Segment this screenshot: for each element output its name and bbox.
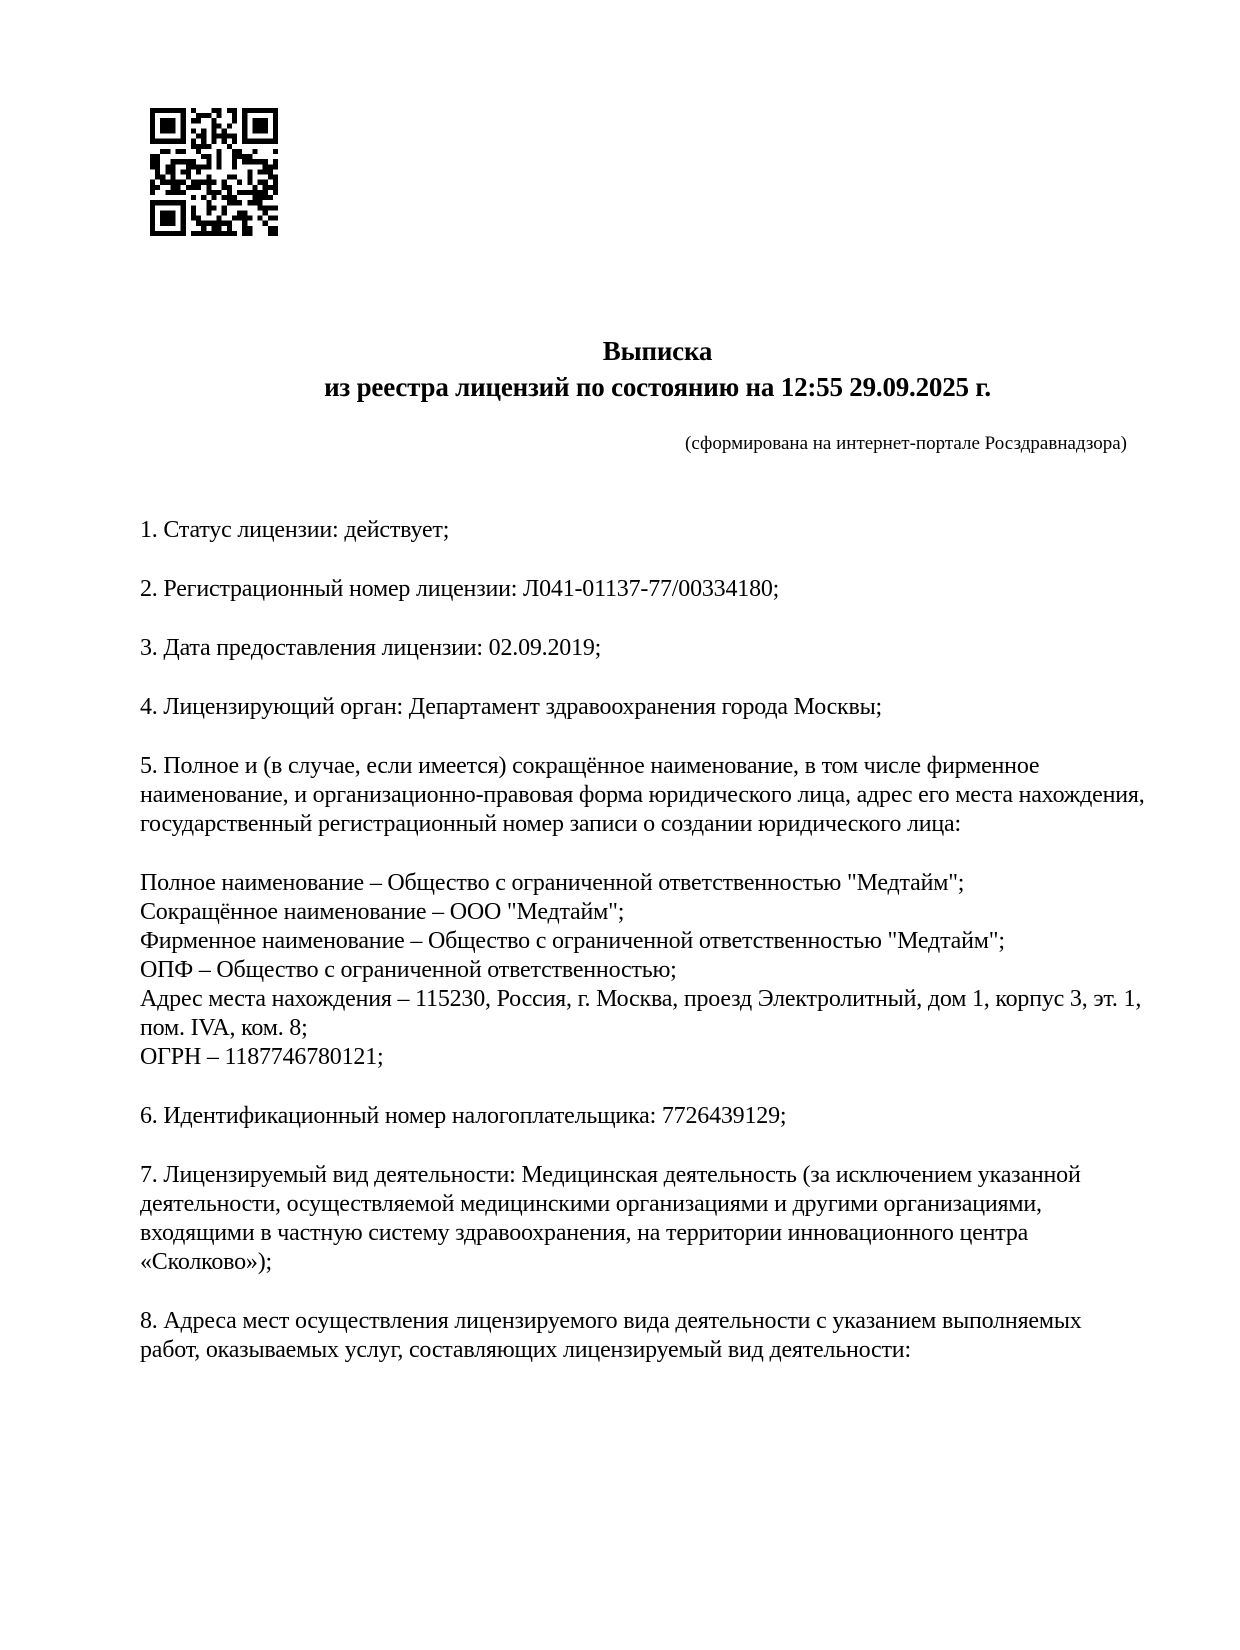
org-legal-form: ОПФ – Общество с ограниченной ответственностью; [140,957,677,983]
qr-code [150,108,278,236]
paragraph-taxpayer-number: 6. Идентификационный номер налогоплательщика: 7726439129; [140,1103,787,1129]
document-subtitle: (сформирована на интернет-портале Росздравнадзора) [685,433,1127,454]
org-full-name: Полное наименование – Общество с ограниченной ответственностью "Медтайм"; [140,870,965,896]
paragraph-license-status: 1. Статус лицензии: действует; [140,517,450,543]
org-brand-name: Фирменное наименование – Общество с ограниченной ответственностью "Медтайм"; [140,928,1005,954]
document-body [140,516,1145,1365]
org-ogrn: ОГРН – 1187746780121; [140,1044,384,1070]
paragraph-license-date: 3. Дата предоставления лицензии: 02.09.2019; [140,635,602,661]
paragraph-activity-addresses-intro: 8. Адреса мест осуществления лицензируемого вида деятельности с указанием выполняемых работ, оказываемых услуг, составляющих лицензируемый вид деятельности: [140,1308,1082,1363]
paragraph-licensed-activity: 7. Лицензируемый вид деятельности: Медицинская деятельность (за исключением указанной деятельности, осуществляемой медицинскими организациями и другими организациями, входящими в частную систему здравоохранения, на территории инновационного центра «Сколково»); [140,1162,1081,1275]
title-line-1: Выписка [602,336,713,366]
org-short-name: Сокращённое наименование – ООО "Медтайм"; [140,899,625,925]
organization-details [140,869,1145,1072]
document-title [140,333,1145,405]
paragraph-registration-number: 2. Регистрационный номер лицензии: Л041-01137-77/00334180; [140,576,780,602]
paragraph-licensing-authority: 4. Лицензирующий орган: Департамент здравоохранения города Москвы; [140,694,883,720]
document-content [140,333,1145,1365]
paragraph-entity-naming-intro: 5. Полное и (в случае, если имеется) сокращённое наименование, в том числе фирменное наименование, и организационно-правовая форма юридического лица, адрес его места нахождения, государственный регистрационный номер записи о создании юридического лица: [140,753,1145,837]
org-address: Адрес места нахождения – 115230, Россия, г. Москва, проезд Электролитный, дом 1, корпус 3, эт. 1, пом. IVA, ком. 8; [140,986,1142,1041]
title-line-2: из реестра лицензий по состоянию на 12:55 29.09.2025 г. [324,372,991,402]
